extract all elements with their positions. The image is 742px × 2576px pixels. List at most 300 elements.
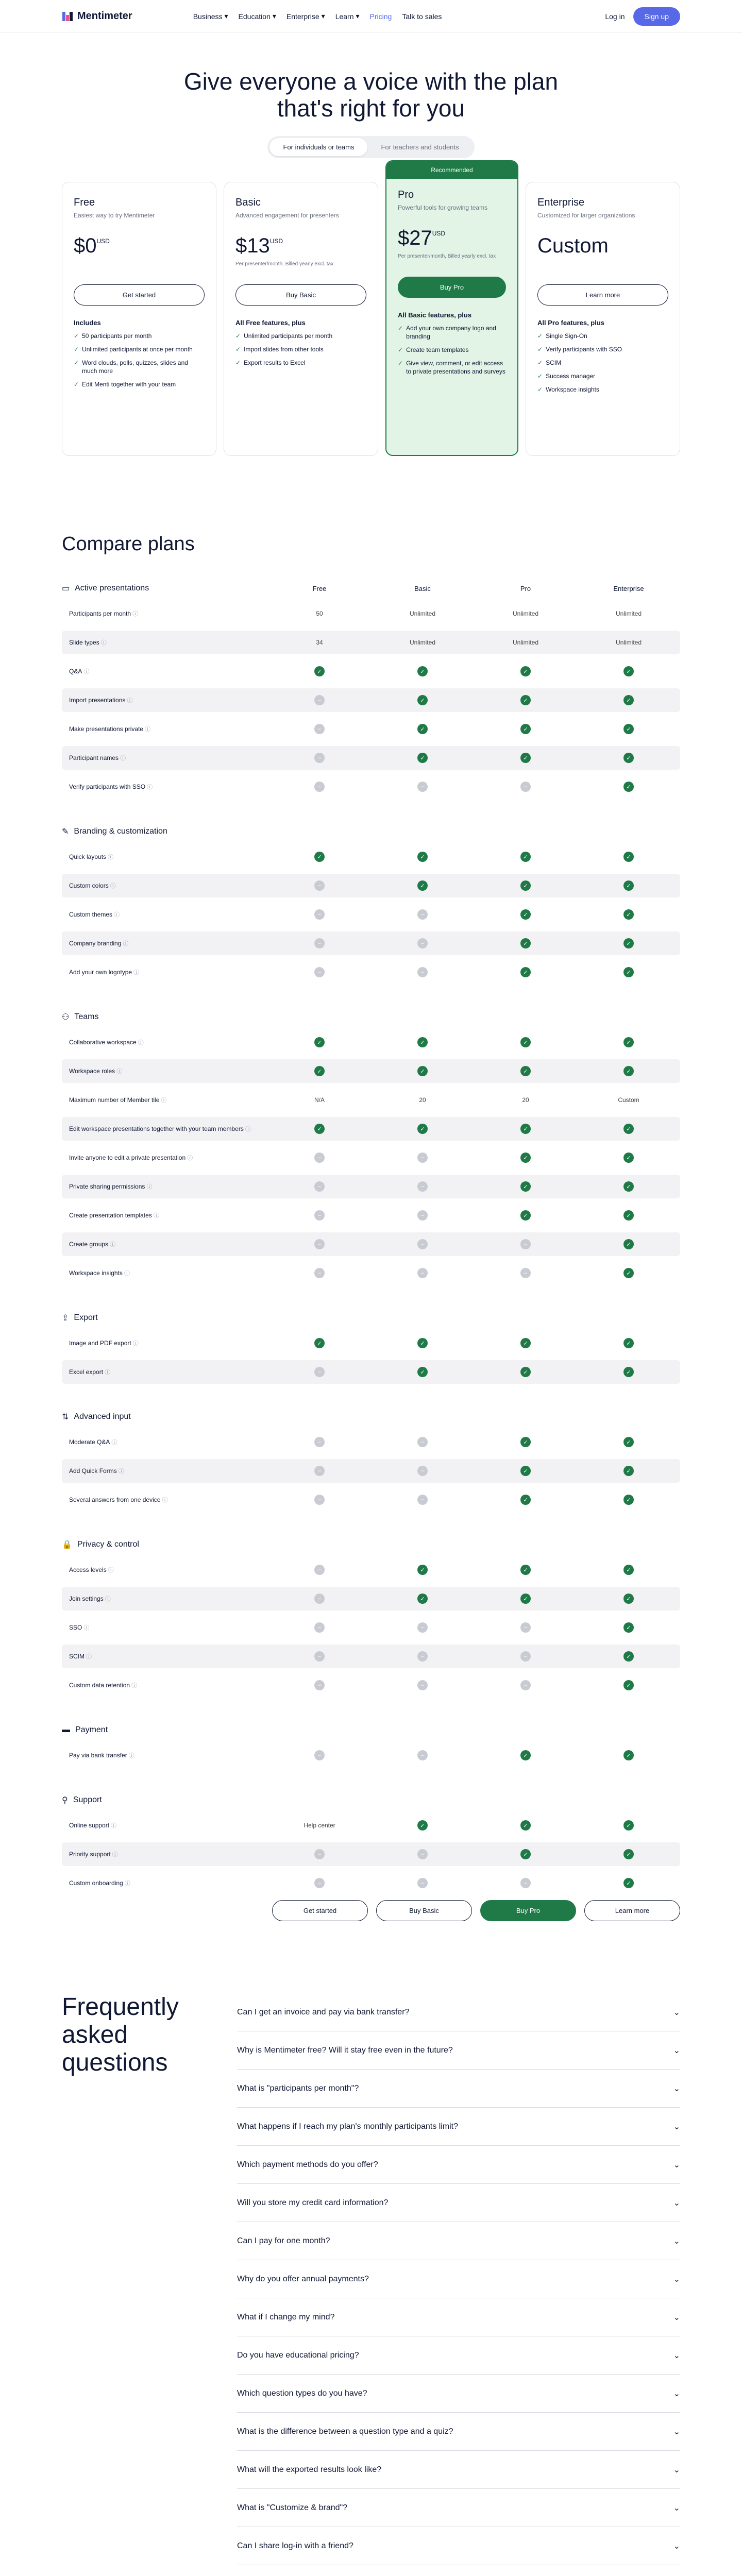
check-icon: ✓ (623, 753, 634, 763)
info-icon[interactable]: ⓘ (127, 1752, 134, 1759)
unavailable-icon: – (314, 1239, 325, 1249)
check-icon: ✓ (74, 381, 79, 388)
check-icon: ✓ (74, 332, 79, 340)
check-icon: ✓ (520, 909, 531, 920)
info-icon[interactable]: ⓘ (160, 1497, 168, 1503)
table-row (62, 1645, 680, 1668)
table-row (62, 1232, 680, 1256)
faq-item[interactable] (237, 2031, 680, 2070)
learn-more-button[interactable]: Learn more (584, 1900, 680, 1921)
info-icon[interactable]: ⓘ (103, 1596, 111, 1602)
cell (268, 1338, 371, 1348)
feature-item (398, 359, 506, 376)
row-label-text: Moderate Q&A (69, 1438, 110, 1446)
unavailable-icon: – (314, 1181, 325, 1192)
cell (577, 1565, 680, 1575)
row-label-text: Quick layouts (69, 853, 107, 860)
unavailable-icon: – (314, 1750, 325, 1760)
faq-question: Do you have educational pricing? (237, 2350, 359, 2360)
cell (474, 1153, 577, 1163)
table-row (62, 775, 680, 799)
price-note (537, 261, 668, 274)
cell (474, 852, 577, 862)
unavailable-icon: – (417, 1849, 428, 1859)
cell (371, 1367, 474, 1377)
info-icon[interactable]: ⓘ (112, 911, 120, 918)
cell-value: Unlimited (615, 639, 642, 646)
cell (371, 1495, 474, 1505)
feature-text: SCIM (546, 359, 562, 366)
check-icon: ✓ (520, 1037, 531, 1047)
cell (474, 1037, 577, 1047)
table-row (62, 1558, 680, 1582)
cell (371, 1820, 474, 1831)
cell (577, 1495, 680, 1505)
info-icon[interactable]: ⓘ (125, 697, 133, 704)
check-icon: ✓ (398, 325, 403, 332)
table-row (62, 874, 680, 897)
faq-item[interactable] (237, 2451, 680, 2489)
check-icon: ✓ (314, 1124, 325, 1134)
cell (268, 1367, 371, 1377)
info-icon[interactable]: ⓘ (123, 1880, 130, 1887)
cell (577, 695, 680, 705)
price-currency: USD (432, 230, 446, 237)
cell (474, 1437, 577, 1447)
check-icon: ✓ (520, 666, 531, 676)
cell (577, 666, 680, 676)
cell (371, 695, 474, 705)
cell (268, 1210, 371, 1221)
cell (474, 1820, 577, 1831)
feature-text: Give view, comment, or edit access to private presentations and surveys (406, 360, 505, 375)
faq-section (0, 1921, 742, 2576)
table-row (62, 1146, 680, 1170)
plan-cta-button[interactable]: Get started (74, 284, 205, 306)
plan-cta-button[interactable]: Buy Basic (235, 284, 366, 306)
info-icon[interactable]: ⓘ (159, 1097, 167, 1104)
tab-individuals[interactable]: For individuals or teams (269, 138, 367, 156)
info-icon[interactable]: ⓘ (136, 1039, 144, 1046)
check-icon: ✓ (417, 1124, 428, 1134)
cell (268, 639, 371, 646)
get-started-button[interactable]: Get started (272, 1900, 368, 1921)
cell (268, 1239, 371, 1249)
info-icon[interactable]: ⓘ (106, 1567, 114, 1573)
check-icon: ✓ (417, 1066, 428, 1076)
check-icon: ✓ (623, 1466, 634, 1476)
cell (268, 1437, 371, 1447)
cell (371, 1096, 474, 1104)
check-icon: ✓ (623, 1622, 634, 1633)
row-label (62, 1038, 268, 1047)
row-label-text: Maximum number of Member tile (69, 1096, 160, 1104)
tab-teachers[interactable]: For teachers and students (381, 143, 459, 151)
unavailable-icon: – (417, 1622, 428, 1633)
nav-pricing[interactable]: Pricing (369, 12, 392, 21)
compare-section (62, 1723, 680, 1767)
row-label (62, 1211, 268, 1220)
check-icon: ✓ (623, 1565, 634, 1575)
check-icon: ✓ (623, 1367, 634, 1377)
row-label-text: Pay via bank transfer (69, 1751, 127, 1759)
cell (474, 1210, 577, 1221)
cell (268, 1651, 371, 1662)
unavailable-icon: – (417, 1466, 428, 1476)
check-icon: ✓ (623, 1268, 634, 1278)
info-icon[interactable]: ⓘ (109, 1822, 117, 1829)
info-icon[interactable]: ⓘ (185, 1155, 193, 1161)
row-label-text: Participant names (69, 754, 119, 761)
info-icon[interactable]: ⓘ (119, 755, 126, 761)
price-note: Per presenter/month, Billed yearly excl. tax (235, 261, 334, 267)
faq-item[interactable] (237, 2375, 680, 2413)
cell-value: 50 (316, 610, 323, 617)
check-icon: ✓ (417, 1820, 428, 1831)
row-label (62, 609, 268, 618)
cell (577, 880, 680, 891)
nav-links (193, 12, 442, 21)
unavailable-icon: – (314, 724, 325, 734)
feature-text: Word clouds, polls, quizzes, slides and much more (82, 359, 188, 375)
cell (371, 1622, 474, 1633)
unavailable-icon: – (417, 1153, 428, 1163)
row-label-text: Verify participants with SSO (69, 783, 146, 790)
nav-learn[interactable]: Learn ▾ (335, 12, 360, 21)
info-icon[interactable]: ⓘ (110, 1851, 118, 1858)
signup-button[interactable]: Sign up (633, 7, 680, 26)
plan-cta-button[interactable]: Learn more (537, 284, 668, 306)
nav-education[interactable]: Education ▾ (238, 12, 276, 21)
info-icon[interactable]: ⓘ (145, 784, 153, 790)
plan-cards (0, 166, 742, 456)
check-icon: ✓ (520, 880, 531, 891)
unavailable-icon: – (314, 753, 325, 763)
info-icon[interactable]: ⓘ (131, 1340, 139, 1347)
cell (577, 1153, 680, 1163)
chevron-down-icon: ⌄ (673, 2503, 680, 2513)
cell (268, 1268, 371, 1278)
unavailable-icon: – (314, 1849, 325, 1859)
row-label (62, 1496, 268, 1504)
unavailable-icon: – (417, 1181, 428, 1192)
row-label (62, 968, 268, 977)
cell (268, 1878, 371, 1888)
check-icon: ✓ (623, 695, 634, 705)
cell (577, 1680, 680, 1690)
cell (371, 1239, 474, 1249)
section-header (62, 1723, 680, 1737)
cell (474, 909, 577, 920)
nav-talk-to-sales[interactable]: Talk to sales (402, 12, 442, 21)
chevron-down-icon: ⌄ (673, 2198, 680, 2208)
plan-cta-button[interactable]: Buy Pro (398, 277, 506, 298)
cell (474, 1268, 577, 1278)
table-row (62, 931, 680, 955)
info-icon[interactable]: ⓘ (122, 1270, 130, 1277)
row-label (62, 667, 268, 676)
cell (371, 1066, 474, 1076)
cell (371, 1466, 474, 1476)
info-icon[interactable]: ⓘ (132, 969, 140, 976)
buy-pro-button[interactable]: Buy Pro (480, 1900, 576, 1921)
cell (268, 938, 371, 948)
column-header: Pro (520, 584, 531, 592)
info-icon[interactable]: ⓘ (85, 1653, 92, 1660)
check-icon: ✓ (623, 1750, 634, 1760)
check-icon: ✓ (520, 938, 531, 948)
cell (577, 1066, 680, 1076)
feature-text: Workspace insights (546, 386, 599, 393)
row-label-text: Participants per month (69, 609, 131, 617)
info-icon[interactable]: ⓘ (143, 726, 151, 733)
check-icon: ✓ (520, 724, 531, 734)
faq-question: Which payment methods do you offer? (237, 2160, 378, 2169)
check-icon: ✓ (74, 359, 79, 366)
check-icon: ✓ (314, 1037, 325, 1047)
compare-section (62, 824, 680, 984)
cell (268, 1495, 371, 1505)
nav-enterprise[interactable]: Enterprise ▾ (286, 12, 325, 21)
unavailable-icon: – (314, 1651, 325, 1662)
chevron-down-icon: ⌄ (673, 2084, 680, 2093)
cell (268, 695, 371, 705)
info-icon[interactable]: ⓘ (82, 668, 90, 675)
row-label (62, 754, 268, 762)
unavailable-icon: – (520, 1268, 531, 1278)
row-label-text: Edit workspace presentations together with your team members (69, 1125, 244, 1132)
info-icon[interactable]: ⓘ (121, 940, 129, 947)
unavailable-icon: – (314, 880, 325, 891)
check-icon: ✓ (417, 1037, 428, 1047)
cell (371, 1181, 474, 1192)
cell (371, 1594, 474, 1604)
column-header: Basic (414, 584, 431, 592)
faq-item[interactable] (237, 1993, 680, 2031)
cell (268, 852, 371, 862)
faq-item[interactable] (237, 2222, 680, 2260)
faq-item[interactable] (237, 2413, 680, 2451)
section-title-text: Teams (74, 1012, 99, 1021)
plan-subtitle: Advanced engagement for presenters (235, 212, 339, 219)
cell (268, 1066, 371, 1076)
cell (474, 1651, 577, 1662)
nav-business[interactable]: Business ▾ (193, 12, 228, 21)
chevron-down-icon: ⌄ (673, 2427, 680, 2436)
feature-item (537, 345, 668, 353)
unavailable-icon: – (314, 1268, 325, 1278)
cell (577, 724, 680, 734)
plan-card-enterprise (526, 182, 680, 456)
section-header (62, 1793, 680, 1807)
info-icon[interactable]: ⓘ (99, 639, 107, 646)
faq-question: Why do you offer annual payments? (237, 2274, 369, 2283)
cell (577, 1181, 680, 1192)
faq-item[interactable] (237, 2527, 680, 2565)
cell (577, 967, 680, 977)
cell (371, 1849, 474, 1859)
faq-question: Will you store my credit card information? (237, 2198, 389, 2207)
check-icon: ✓ (623, 1181, 634, 1192)
faq-item[interactable] (237, 2070, 680, 2108)
plan-name: Pro (398, 189, 414, 200)
cell (474, 666, 577, 676)
check-icon: ✓ (623, 1124, 634, 1134)
row-label-text: Priority support (69, 1850, 111, 1858)
section-title-text: Support (73, 1795, 102, 1804)
row-label-text: Add your own logotype (69, 968, 132, 976)
faq-item[interactable] (237, 2336, 680, 2375)
cell (474, 938, 577, 948)
cell (474, 967, 577, 977)
cell (371, 880, 474, 891)
team-icon: ⚇ (62, 1013, 70, 1022)
plan-subtitle: Powerful tools for growing teams (398, 204, 488, 211)
info-icon[interactable]: ⓘ (130, 1682, 138, 1689)
check-icon: ✓ (314, 1066, 325, 1076)
compare-section (62, 1410, 680, 1512)
recommended-badge: Recommended (386, 161, 517, 179)
row-label (62, 1681, 268, 1690)
row-label-text: Several answers from one device (69, 1496, 161, 1503)
check-icon: ✓ (417, 852, 428, 862)
section-title (62, 1795, 268, 1805)
info-icon[interactable]: ⓘ (243, 1126, 251, 1132)
row-label (62, 1269, 268, 1278)
page-title: Give everyone a voice with the plan that's right for you (183, 68, 559, 122)
feature-text: Export results to Excel (244, 359, 306, 366)
row-label (62, 1438, 268, 1447)
info-icon[interactable]: ⓘ (116, 1468, 124, 1475)
cell (474, 1367, 577, 1377)
faq-item[interactable] (237, 2489, 680, 2527)
section-header (62, 1010, 680, 1024)
cell (577, 1820, 680, 1831)
cell (268, 880, 371, 891)
cell (371, 1037, 474, 1047)
unavailable-icon: – (417, 1495, 428, 1505)
cell-value: 20 (419, 1096, 426, 1104)
cell (371, 909, 474, 920)
login-link[interactable]: Log in (605, 12, 625, 21)
top-nav (0, 0, 742, 33)
plan-price (537, 234, 668, 258)
cell (577, 1367, 680, 1377)
price-value: $0 (74, 234, 97, 257)
check-icon: ✓ (235, 359, 241, 366)
cell (371, 1210, 474, 1221)
faq-item[interactable] (237, 2298, 680, 2336)
cell (371, 639, 474, 646)
row-label (62, 1240, 268, 1249)
cell-value: 20 (522, 1096, 529, 1104)
chevron-down-icon: ⌄ (673, 2122, 680, 2131)
unavailable-icon: – (520, 1239, 531, 1249)
buy-basic-button[interactable]: Buy Basic (376, 1900, 472, 1921)
cell (268, 1037, 371, 1047)
cell (268, 724, 371, 734)
chevron-down-icon: ⌄ (673, 2160, 680, 2170)
unavailable-icon: – (417, 1239, 428, 1249)
info-icon[interactable]: ⓘ (103, 1369, 111, 1376)
check-icon: ✓ (623, 666, 634, 676)
cell (371, 1680, 474, 1690)
info-icon[interactable]: ⓘ (151, 1212, 159, 1219)
cell (474, 1878, 577, 1888)
info-icon[interactable]: ⓘ (145, 1183, 153, 1190)
chevron-down-icon: ⌄ (673, 2313, 680, 2322)
table-row (62, 1743, 680, 1767)
table-row (62, 1261, 680, 1285)
check-icon: ✓ (623, 1878, 634, 1888)
row-label-text: Collaborative workspace (69, 1038, 137, 1046)
check-icon: ✓ (623, 852, 634, 862)
cell (577, 852, 680, 862)
check-icon: ✓ (520, 1495, 531, 1505)
info-icon[interactable]: ⓘ (110, 1439, 117, 1446)
faq-item[interactable] (237, 2565, 680, 2576)
cell (268, 1622, 371, 1633)
check-icon: ✓ (623, 1849, 634, 1859)
cell (474, 1594, 577, 1604)
faq-question: What if I change my mind? (237, 2312, 335, 2321)
cell (371, 1750, 474, 1760)
cell-value: Unlimited (409, 610, 435, 617)
info-icon[interactable]: ⓘ (108, 883, 116, 889)
brand-logo[interactable] (62, 10, 132, 22)
compare-section (62, 1010, 680, 1285)
info-icon[interactable]: ⓘ (82, 1624, 90, 1631)
check-icon: ✓ (623, 1495, 634, 1505)
row-label-text: Custom data retention (69, 1681, 130, 1689)
cell (371, 1338, 474, 1348)
info-icon[interactable]: ⓘ (108, 1241, 116, 1248)
feature-item (235, 332, 366, 340)
feature-text: Add your own company logo and branding (406, 325, 496, 340)
faq-item[interactable] (237, 2146, 680, 2184)
plan-name: Free (74, 197, 95, 208)
info-icon[interactable]: ⓘ (131, 611, 139, 617)
faq-question: Can I get an invoice and pay via bank transfer? (237, 2007, 410, 2016)
check-icon: ✓ (235, 346, 241, 353)
cell (268, 1096, 371, 1104)
row-label-text: Custom onboarding (69, 1879, 123, 1887)
chevron-down-icon: ⌄ (673, 2236, 680, 2246)
cell (577, 1124, 680, 1134)
feature-item (74, 332, 205, 340)
price-currency: USD (96, 238, 110, 245)
unavailable-icon: – (417, 1437, 428, 1447)
faq-item[interactable] (237, 2184, 680, 2222)
row-label (62, 1623, 268, 1632)
price-currency: USD (269, 238, 283, 245)
cell-value: Custom (618, 1096, 639, 1104)
compare-plans (0, 456, 742, 1921)
info-icon[interactable]: ⓘ (106, 854, 114, 860)
check-icon: ✓ (520, 1124, 531, 1134)
check-icon: ✓ (537, 386, 543, 393)
info-icon[interactable]: ⓘ (115, 1068, 123, 1075)
faq-question: What is "participants per month"? (237, 2083, 359, 2093)
card-icon: ▬ (62, 1725, 70, 1734)
row-label (62, 1751, 268, 1760)
row-label (62, 783, 268, 791)
cell (474, 1466, 577, 1476)
faq-item[interactable] (237, 2260, 680, 2298)
feature-item (537, 372, 668, 380)
table-row (62, 1117, 680, 1141)
faq-item[interactable] (237, 2108, 680, 2146)
